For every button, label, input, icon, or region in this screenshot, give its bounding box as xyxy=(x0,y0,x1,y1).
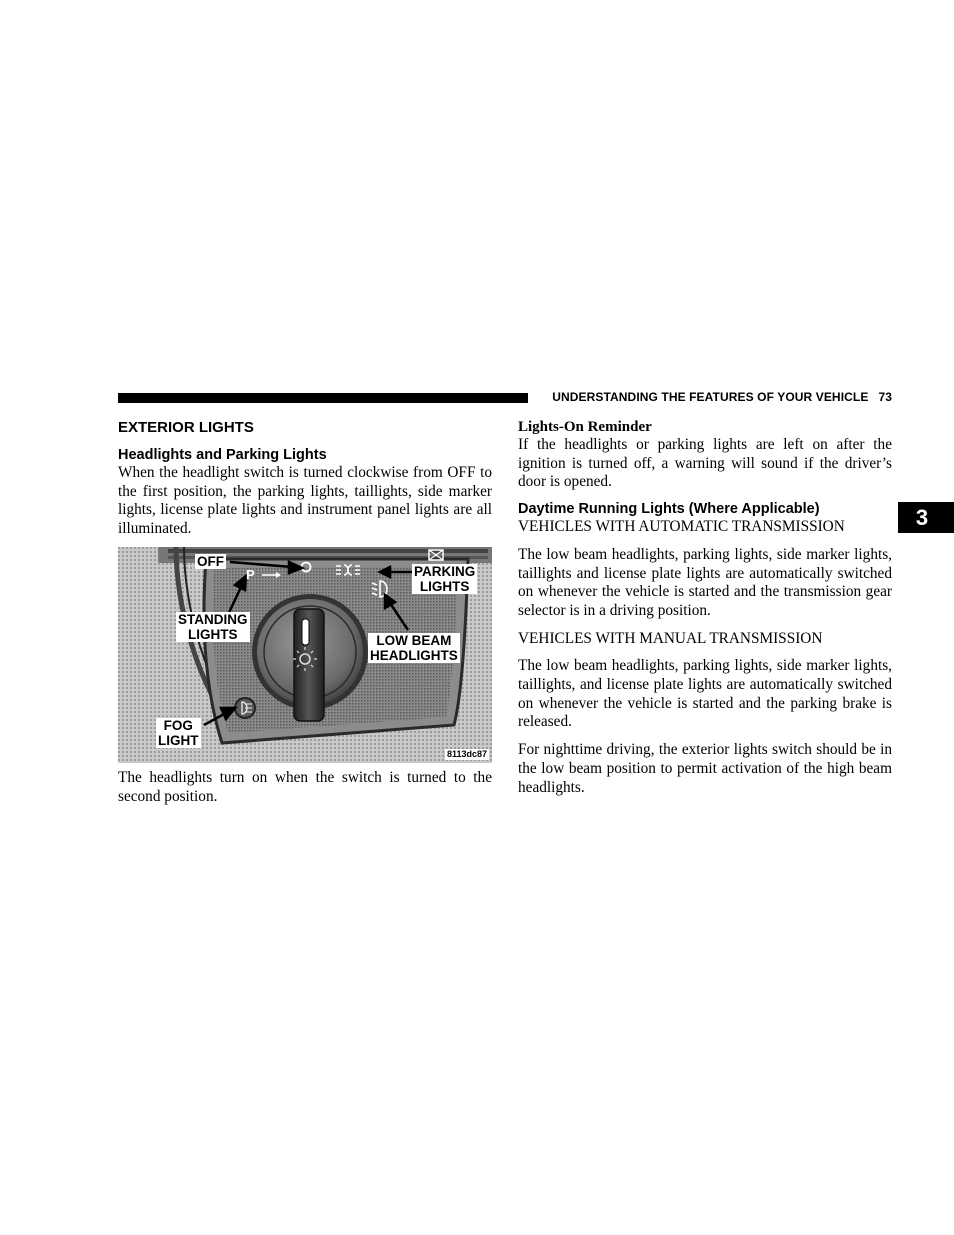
label-parking-lights xyxy=(412,564,477,594)
paragraph: When the headlight switch is turned clockwise from OFF to the first position, the parking lights, taillights, side marker lights, license plate lights and instrument panel lights are all illuminated. xyxy=(118,464,492,538)
page-number: 73 xyxy=(878,390,892,404)
drl-heading: Daytime Running Lights (Where Applicable) xyxy=(518,501,820,518)
paragraph: The headlights turn on when the switch is turned to the second position. xyxy=(118,768,492,805)
label-fog-line1: FOG xyxy=(163,717,193,733)
header-rule xyxy=(118,393,528,403)
label-standing-line2: LIGHTS xyxy=(188,626,238,642)
paragraph: For nighttime driving, the exterior lights switch should be in the low beam position to permit activation of the high beam headlights. xyxy=(518,741,892,796)
section-title: UNDERSTANDING THE FEATURES OF YOUR VEHICLE xyxy=(552,390,869,404)
paragraph: The low beam headlights, parking lights, side marker lights, taillights, and license plate lights are automatically switched on whenever the vehicle is started and the parking brake is released. xyxy=(518,657,892,731)
label-fog-light xyxy=(156,718,201,748)
subsection-heading: Headlights and Parking Lights xyxy=(118,447,327,463)
left-column xyxy=(118,416,492,806)
right-column xyxy=(518,416,892,797)
running-header xyxy=(538,390,892,404)
chapter-tab: 3 xyxy=(898,502,954,533)
auto-transmission-title: VEHICLES WITH AUTOMATIC TRANSMISSION xyxy=(518,518,845,536)
headlight-switch-figure xyxy=(118,547,492,763)
manual-transmission-title: VEHICLES WITH MANUAL TRANSMISSION xyxy=(518,629,823,647)
label-low-beam-headlights xyxy=(368,633,460,663)
symbol-p: P xyxy=(246,566,255,582)
label-lowbeam-line2: HEADLIGHTS xyxy=(370,647,458,663)
label-parking-line2: LIGHTS xyxy=(419,578,470,594)
label-lowbeam-line1: LOW BEAM xyxy=(376,632,452,648)
paragraph: The low beam headlights, parking lights, side marker lights, taillights and license plate lights are automatically switched on whenever the vehicle is started and the transmission gear selector is in a driving position. xyxy=(518,545,892,619)
paragraph: If the headlights or parking lights are left on after the ignition is turned off, a warning will sound if the driver’s door is opened. xyxy=(518,436,892,491)
section-heading: EXTERIOR LIGHTS xyxy=(118,419,254,436)
reminder-heading: Lights-On Reminder xyxy=(518,419,652,435)
label-fog-line2: LIGHT xyxy=(158,732,199,748)
figure-code: 8113dc87 xyxy=(446,748,487,759)
label-off: OFF xyxy=(197,553,224,569)
label-parking-line1: PARKING xyxy=(414,563,476,579)
label-standing-line1: STANDING xyxy=(178,611,248,627)
label-standing-lights xyxy=(176,612,250,642)
